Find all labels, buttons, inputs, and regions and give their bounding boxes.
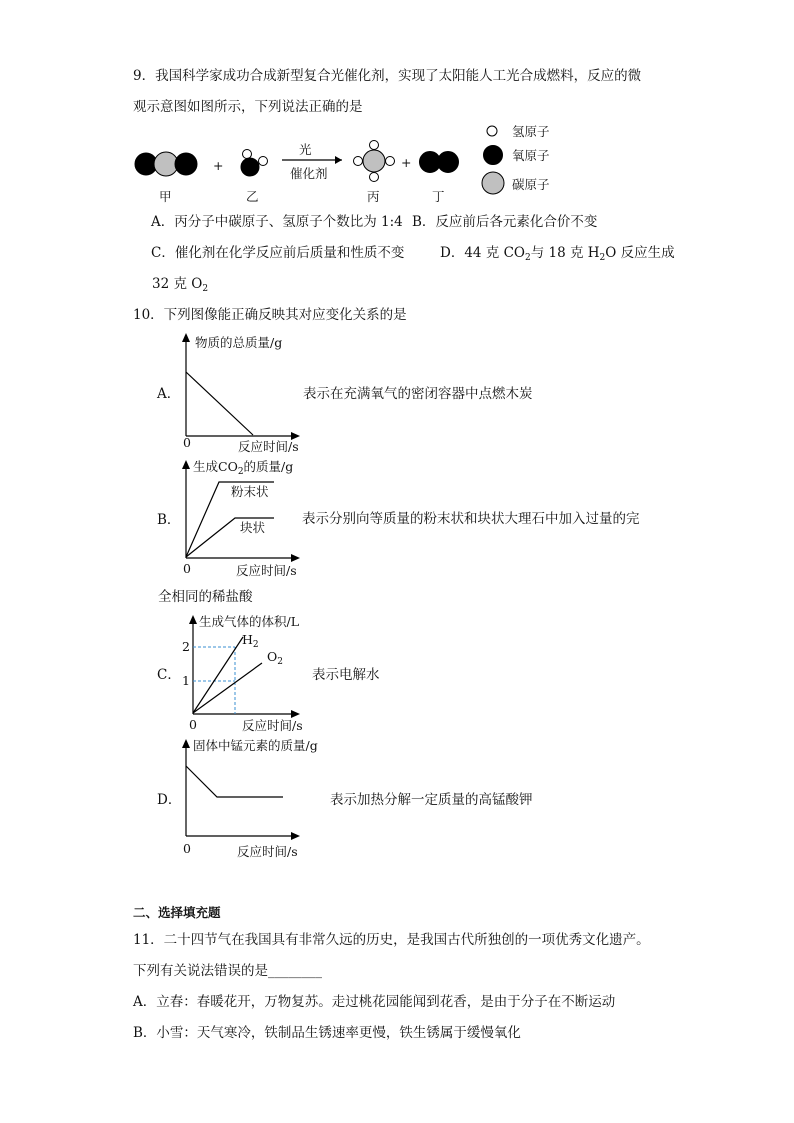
- graph-b-label-lump: 块状: [240, 520, 266, 535]
- q11-stem-line1: 11．二十四节气在我国具有非常久远的历史，是我国古代所独创的一项优秀文化遗产。: [133, 932, 650, 948]
- q9-option-d-sub2: 2: [599, 253, 606, 263]
- graph-a-xlabel: 反应时间/s: [238, 439, 299, 454]
- q10-option-b-letter: B．: [157, 512, 181, 528]
- label-ding: 丁: [432, 189, 445, 204]
- q9-stem-line2: 观示意图如图所示，下列说法正确的是: [133, 99, 363, 115]
- q10-option-d-letter: D．: [157, 792, 182, 808]
- label-jia: 甲: [159, 189, 172, 204]
- graph-c-tick-2: 2: [182, 639, 190, 654]
- q9-option-d-sub1: 2: [524, 253, 531, 263]
- q10-option-b-description: 表示分别向等质量的粉末状和块状大理石中加入过量的完: [302, 511, 640, 527]
- q10-option-c-letter: C．: [157, 667, 181, 683]
- graph-b-label-powder: 粉末状: [231, 484, 269, 499]
- plus-2: +: [401, 155, 412, 170]
- arrow-top-label: 光: [299, 142, 312, 157]
- graph-d-origin: 0: [183, 841, 191, 856]
- q10-option-a-letter: A．: [157, 386, 181, 402]
- legend-hydrogen-label: 氢原子: [512, 124, 550, 139]
- graph-c-tick-1: 1: [182, 673, 190, 688]
- q11-stem-line2: 下列有关说法错误的是________: [133, 963, 322, 979]
- graph-c-origin: 0: [189, 717, 197, 732]
- legend-oxygen-label: 氧原子: [512, 148, 550, 163]
- q9-option-a: A．丙分子中碳原子、氢原子个数比为 1:4: [151, 214, 403, 230]
- graph-d-y-arrow: [182, 739, 190, 748]
- graph-c-label-h2: $H_2$: [242, 632, 259, 650]
- graph-d-x-arrow: [291, 832, 300, 840]
- graph-a-origin: 0: [183, 435, 191, 450]
- q9-option-c: C．催化剂在化学反应前后质量和性质不变: [151, 245, 405, 261]
- q9-option-d-line2-sub: 2: [202, 284, 209, 294]
- q9-option-b: B．反应前后各元素化合价不变: [412, 214, 598, 230]
- q10-option-a-description: 表示在充满氧气的密闭容器中点燃木炭: [303, 386, 533, 402]
- graph-a-ylabel: 物质的总质量/g: [195, 335, 283, 350]
- legend-carbon-label: 碳原子: [512, 177, 550, 192]
- q10-option-b-description-cont: 全相同的稀盐酸: [158, 589, 253, 605]
- plus-1: +: [213, 158, 224, 173]
- graph-c-label-o2: $O_2$: [267, 649, 283, 667]
- q9-option-d-mid: 与 18 克 H: [530, 245, 600, 261]
- graph-c-ylabel: 生成气体的体积/L: [199, 614, 300, 629]
- label-yi: 乙: [246, 189, 259, 204]
- graph-d-line: [186, 766, 283, 797]
- graph-d-xlabel: 反应时间/s: [237, 844, 298, 859]
- q10-option-d-description: 表示加热分解一定质量的高锰酸钾: [330, 792, 533, 808]
- q9-option-d-pre: D．44 克 CO: [440, 245, 525, 261]
- arrow-bottom-label: 催化剂: [290, 166, 328, 181]
- q11-option-a: A．立春：春暖花开，万物复苏。走过桃花园能闻到花香，是由于分子在不断运动: [133, 994, 616, 1010]
- q11-option-b: B．小雪：天气寒冷，铁制品生锈速率更慢，铁生锈属于缓慢氧化: [133, 1025, 521, 1041]
- graph-b-origin: 0: [183, 561, 191, 576]
- graph-d-ylabel: 固体中锰元素的质量/g: [193, 738, 318, 753]
- label-bing: 丙: [367, 189, 380, 204]
- graph-c-xlabel: 反应时间/s: [242, 718, 303, 733]
- q10-option-c-description: 表示电解水: [312, 667, 380, 683]
- graph-b-xlabel: 反应时间/s: [236, 563, 297, 578]
- section-heading: 二、选择填充题: [133, 905, 221, 920]
- q9-stem-line1: 9．我国科学家成功合成新型复合光催化剂，实现了太阳能人工光合成燃料，反应的微: [133, 68, 642, 84]
- graph-b-ylabel: 生成$CO_2$的质量/g: [193, 459, 294, 477]
- q9-option-d-line2-text: 32 克 O: [152, 276, 203, 292]
- q9-option-d-post: O 反应生成: [605, 245, 675, 261]
- q10-stem: 10．下列图像能正确反映其对应变化关系的是: [133, 307, 407, 323]
